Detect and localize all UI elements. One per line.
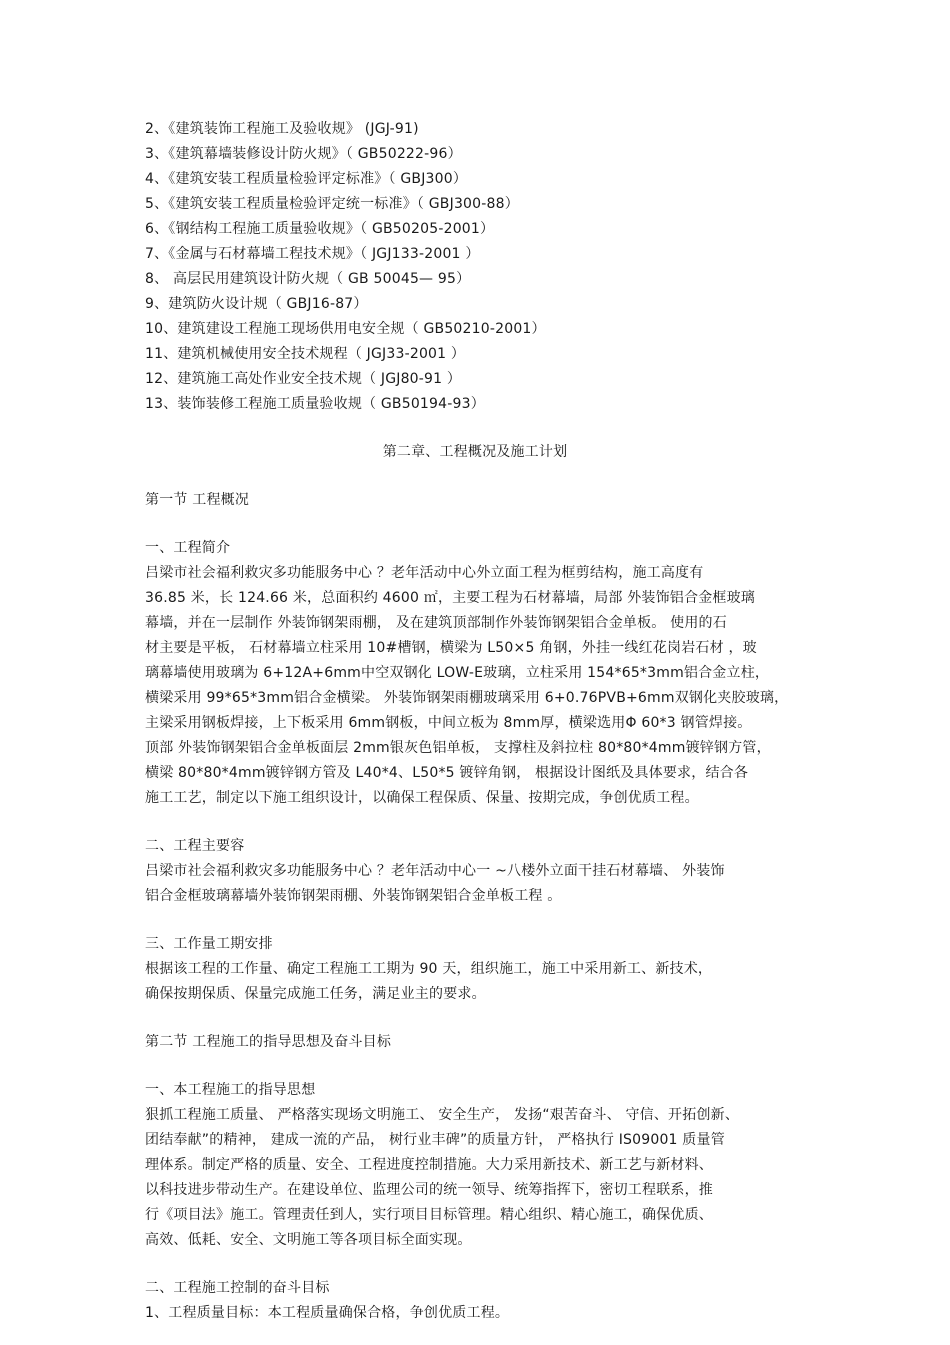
paragraph-line: 高效、低耗、安全、文明施工等各项目标全面实现。 — [145, 1232, 472, 1248]
paragraph-line: 材主要是平板， 石材幕墙立柱采用 10#槽钢，横梁为 L50×5 角钢，外挂一线红花岗岩石材 ，玻 — [145, 640, 757, 656]
paragraph-line: 施工工艺，制定以下施工组织设计，以确保工程保质、保量、按期完成，争创优质工程。 — [145, 790, 699, 806]
standard-item: 5、《建筑安装工程质量检验评定统一标准》（ GBJ300-88） — [145, 196, 519, 212]
section-title: 第二节 工程施工的指导思想及奋斗目标 — [145, 1034, 392, 1050]
paragraph-line: 璃幕墙使用玻璃为 6+12A+6mm中空双钢化 LOW-E玻璃，立柱采用 154*65*3mm铝合金立柱， — [145, 665, 770, 681]
subsection-heading: 一、本工程施工的指导思想 — [145, 1082, 316, 1098]
standard-item: 4、《建筑安装工程质量检验评定标准》（ GBJ300） — [145, 171, 468, 187]
paragraph-line: 行《项目法》施工。管理责任到人，实行项目目标管理。精心组织、精心施工，确保优质、 — [145, 1207, 713, 1223]
paragraph-line: 理体系。制定严格的质量、安全、工程进度控制措施。大力采用新技术、新工艺与新材料、 — [145, 1157, 713, 1173]
subsection-heading: 二、工程主要容 — [145, 838, 245, 854]
standard-item: 3、《建筑幕墙装修设计防火规》（ GB50222-96） — [145, 146, 462, 162]
standard-item: 8、 高层民用建筑设计防火规（ GB 50045— 95） — [145, 271, 471, 287]
paragraph-line: 主梁采用钢板焊接，上下板采用 6mm钢板，中间立板为 8mm厚，横梁选用Φ 60*3 钢管焊接。 — [145, 715, 752, 731]
paragraph-line: 横梁 80*80*4mm镀锌钢方管及 L40*4、L50*5 镀锌角钢， 根据设计图纸及具体要求，结合各 — [145, 765, 749, 781]
paragraph-line: 铝合金框玻璃幕墙外装饰钢架雨棚、外装饰钢架铝合金单板工程 。 — [145, 888, 562, 904]
paragraph-line: 横梁采用 99*65*3mm铝合金横梁。 外装饰钢架雨棚玻璃采用 6+0.76PVB+6mm双钢化夹胶玻璃， — [145, 690, 789, 706]
standard-item: 10、建筑建设工程施工现场供用电安全规（ GB50210-2001） — [145, 321, 546, 337]
paragraph-line: 吕梁市社会福利救灾多功能服务中心 ？老年活动中心外立面工程为框剪结构，施工高度有 — [145, 565, 704, 581]
standard-item: 12、建筑施工高处作业安全技术规（ JGJ80-91 ） — [145, 371, 462, 387]
paragraph-line: 顶部 外装饰钢架铝合金单板面层 2mm银灰色铝单板， 支撑柱及斜拉柱 80*80*4mm镀锌钢方管， — [145, 740, 771, 756]
paragraph-line: 根据该工程的工作量、确定工程施工工期为 90 天，组织施工，施工中采用新工、新技术， — [145, 961, 713, 977]
section-title: 第一节 工程概况 — [145, 492, 250, 508]
standard-item: 11、建筑机械使用安全技术规程（ JGJ33-2001 ） — [145, 346, 466, 362]
paragraph-line: 确保按期保质、保量完成施工任务，满足业主的要求。 — [145, 986, 486, 1002]
standard-item: 6、《钢结构工程施工质量验收规》（ GB50205-2001） — [145, 221, 495, 237]
paragraph-line: 吕梁市社会福利救灾多功能服务中心 ？老年活动中心一 ~八楼外立面干挂石材幕墙、 外装饰 — [145, 863, 725, 879]
paragraph-line: 狠抓工程施工质量、 严格落实现场文明施工、 安全生产， 发扬“艰苦奋斗、 守信、开拓创新、 — [145, 1107, 740, 1123]
subsection-heading: 三、工作量工期安排 — [145, 936, 273, 952]
paragraph-line: 36.85 米，长 124.66 米，总面积约 4600 ㎡，主要工程为石材幕墙，局部 外装饰铝合金框玻璃 — [145, 590, 755, 606]
standard-item: 9、建筑防火设计规（ GBJ16-87） — [145, 296, 368, 312]
standard-item: 13、装饰装修工程施工质量验收规（ GB50194-93） — [145, 396, 485, 412]
subsection-heading: 二、工程施工控制的奋斗目标 — [145, 1280, 330, 1296]
paragraph-line: 团结奉献”的精神， 建成一流的产品， 树行业丰碑”的质量方针， 严格执行 IS09001 质量管 — [145, 1132, 725, 1148]
standard-item: 2、《建筑装饰工程施工及验收规》 (JGJ-91) — [145, 121, 419, 137]
standard-item: 7、《金属与石材幕墙工程技术规》（ JGJ133-2001 ） — [145, 246, 480, 262]
paragraph-line: 1、工程质量目标：本工程质量确保合格，争创优质工程。 — [145, 1305, 510, 1321]
chapter-title: 第二章、工程概况及施工计划 — [382, 444, 568, 460]
paragraph-line: 以科技进步带动生产。在建设单位、监理公司的统一领导、统筹指挥下，密切工程联系，推 — [145, 1182, 713, 1198]
subsection-heading: 一、工程简介 — [145, 540, 231, 556]
paragraph-line: 幕墙，并在一层制作 外装饰钢架雨棚， 及在建筑顶部制作外装饰钢架铝合金单板。 使用的石 — [145, 615, 727, 631]
